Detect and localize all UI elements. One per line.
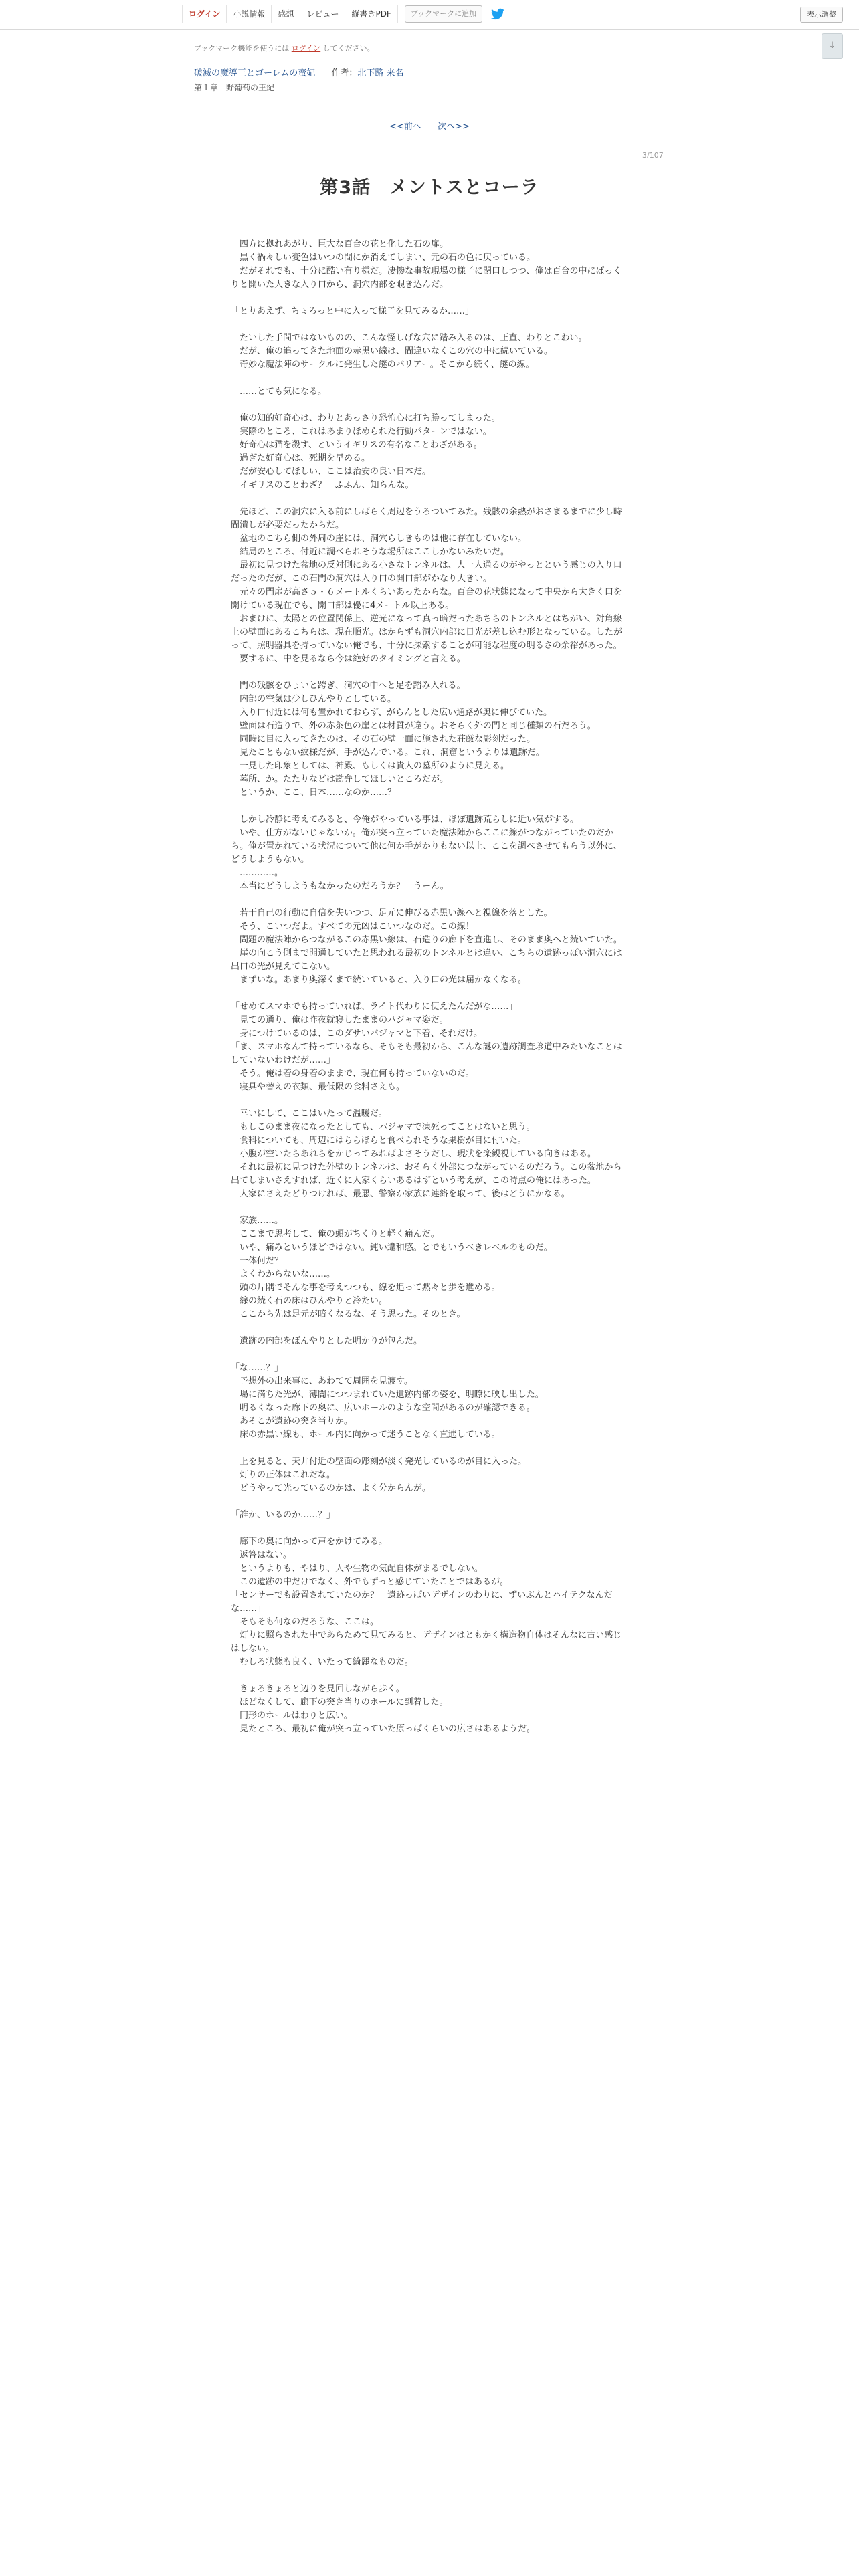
body-line: まずいな。あまり奥深くまで続いていると、入り口の光は届かなくなる。 — [231, 975, 527, 985]
body-line: 若干自己の行動に自信を失いつつ、足元に伸びる赤黒い線へと視線を落とした。 — [231, 908, 553, 918]
body-line: 廊下の奥に向かって声をかけてみる。 — [231, 1537, 388, 1547]
body-line: 灯りの正体はこれだな。 — [231, 1470, 336, 1480]
body-line: 最初に見つけた盆地の反対側にある小さなトンネルは、人一人通るのがやっとという感じの入り口だったのだが、この石門の洞穴は入り口の開口部がかなり大きい。 — [231, 560, 622, 584]
body-line: 実際のところ、これはあまりほめられた行動パターンではない。 — [231, 427, 492, 437]
body-line: 壁面は石造りで、外の赤茶色の崖とは材質が違う。おそらく外の門と同じ種類の石だろう。 — [231, 721, 596, 731]
blank-line — [231, 1495, 626, 1509]
notice-login-link[interactable]: ログイン — [291, 44, 321, 53]
body-line: たいした手間ではないものの、こんな怪しげな穴に踏み入るのは、正直、わりとこわい。 — [231, 333, 587, 343]
body-line: 見たこともない紋様だが、手が込んでいる。これ、洞窟というよりは遺跡だ。 — [231, 748, 545, 758]
blank-line — [231, 292, 626, 305]
body-line: 結局のところ、付近に調べられそうな場所はここしかないみたいだ。 — [231, 547, 510, 557]
body-line: というよりも、やはり、人や生物の気配自体がまるでしない。 — [231, 1564, 483, 1574]
body-line: ここから先は足元が暗くなるな、そう思った。そのとき。 — [231, 1309, 466, 1319]
body-line: だがそれでも、十分に酷い有り様だ。凄惨な事故現場の様子に閉口しつつ、俺は百合の中にぱっくりと開いた大きな入り口から、洞穴内部を覗き込んだ。 — [231, 266, 622, 290]
blank-line — [231, 1442, 626, 1455]
body-line: 「な……？」 — [231, 1363, 284, 1373]
header-nav — [182, 5, 505, 23]
vertical-pdf-link[interactable]: 縦書きPDF — [345, 5, 397, 23]
body-line: 人家にさえたどりつければ、最悪、警察か家族に連絡を取って、後はどうにかなる。 — [231, 1189, 570, 1199]
body-line: 家族……。 — [231, 1216, 284, 1226]
body-line: 四方に拠れあがり、巨大な百合の花と化した石の扉。 — [231, 239, 449, 249]
body-line: だが、俺の追ってきた地面の赤黒い線は、間違いなくこの穴の中に続いている。 — [231, 346, 553, 356]
body-line: もしこのまま夜になったとしても、パジャマで凍死ってことはないと思う。 — [231, 1122, 535, 1132]
episode-title: 第3話 メントスとコーラ — [320, 177, 539, 198]
review-link[interactable]: レビュー — [300, 5, 345, 23]
body-line: 入り口付近には何も置かれておらず、がらんとした広い通路が奥に伸びていた。 — [231, 708, 552, 718]
body-line: 頭の片隅でそんな事を考えつつも、線を追って黙々と歩を進める。 — [231, 1283, 500, 1293]
body-line: 寝具や替えの衣類、最低限の食料さえも。 — [231, 1082, 405, 1092]
body-line: 「誰か、いるのか……？」 — [231, 1510, 336, 1520]
body-line: 見たところ、最初に俺が突っ立っていた原っぱくらいの広さはあるようだ。 — [231, 1724, 536, 1734]
body-line: いや、痛みというほどではない。鈍い違和感。とでもいうべきレベルのものだ。 — [231, 1243, 553, 1253]
blank-line — [231, 1321, 626, 1335]
body-line: そう。俺は着の身着のままで、現在何も持っていないのだ。 — [231, 1069, 474, 1079]
body-line: 問題の魔法陣からつながるこの赤黒い線は、石造りの廊下を直進し、そのまま奥へと続いていた。 — [231, 935, 622, 945]
body-line: 明るくなった廊下の奥に、広いホールのような空間があるのが確認できる。 — [231, 1403, 535, 1413]
body-line: しかし冷静に考えてみると、今俺がやっている事は、ほぼ遺跡荒らしに近い気がする。 — [231, 815, 579, 825]
page-number: 3/107 — [642, 151, 664, 160]
twitter-icon[interactable] — [490, 7, 505, 21]
body-line: よくわからないな……。 — [231, 1269, 336, 1279]
notice-suffix: してください。 — [320, 44, 375, 53]
blank-line — [231, 800, 626, 813]
body-line: あそこが遺跡の突き当りか。 — [231, 1416, 353, 1426]
login-link[interactable]: ログイン — [182, 5, 227, 23]
body-line: 身につけているのは、このダサいパジャマと下着、それだけ。 — [231, 1029, 482, 1039]
body-line: 「とりあえず、ちょろっと中に入って様子を見てみるか……」 — [231, 306, 474, 316]
display-settings-button[interactable]: 表示調整 — [800, 7, 843, 23]
blank-line — [231, 1201, 626, 1214]
body-line: というか、ここ、日本……なのか……？ — [231, 788, 397, 798]
body-line: 黒く禍々しい変色はいつの間にか消えてしまい、元の石の色に戻っている。 — [231, 253, 536, 263]
body-line: 俺の知的好奇心は、わりとあっさり恐怖心に打ち勝ってしまった。 — [231, 413, 500, 423]
novel-body — [231, 238, 626, 1736]
blank-line — [231, 399, 626, 412]
body-line: 「センサーでも設置されていたのか？ 遺跡っぽいデザインのわりに、ずいぶんとハイテクなんだな……」 — [231, 1590, 613, 1614]
body-line: ここまで思考して、俺の頭がちくりと軽く痛んだ。 — [231, 1229, 440, 1239]
body-line: それに最初に見つけた外壁のトンネルは、おそらく外部につながっているのだろう。この盆地から出てしまいさえすれば、近くに人家くらいあるはずという考えが、この時点の俺にはあった。 — [231, 1162, 622, 1186]
blank-line — [231, 1522, 626, 1535]
body-line: 円形のホールはわりと広い。 — [231, 1711, 353, 1721]
bookmark-add-button[interactable]: ブックマークに追加 — [405, 5, 482, 23]
body-line: 上を見ると、天井付近の壁面の彫刻が淡く発光しているのが目に入った。 — [231, 1457, 527, 1467]
body-line: ……とても気になる。 — [231, 387, 327, 397]
body-line: 床の赤黒い線も、ホール内に向かって迷うことなく直進している。 — [231, 1430, 500, 1440]
body-line: 幸いにして、ここはいたって温暖だ。 — [231, 1109, 387, 1119]
blank-line — [231, 1348, 626, 1362]
blank-line — [231, 372, 626, 385]
chapter-title: 第１章 野葡萄の王紀 — [194, 83, 275, 92]
body-line: 奇妙な魔法陣のサークルに発生した謎のバリアー。そこから続く、謎の線。 — [231, 360, 535, 370]
body-line: 返答はない。 — [231, 1550, 292, 1560]
body-line: 好奇心は猫を殺す、というイギリスの有名なことわざがある。 — [231, 440, 482, 450]
blank-line — [231, 666, 626, 679]
body-line: 先ほど、この洞穴に入る前にしばらく周辺をうろついてみた。残骸の余熱がおさまるまでに少し時間潰しが必要だったからだ。 — [231, 507, 622, 530]
body-line: だが安心してほしい、ここは治安の良い日本だ。 — [231, 467, 432, 477]
body-line: 崖の向こう側まで開通していたと思われる最初のトンネルとは違い、こちらの遺跡っぽい洞穴には出口の光が見えてこない。 — [231, 948, 622, 972]
novel-info-link[interactable]: 小説情報 — [227, 5, 272, 23]
body-line: 場に満ちた光が、薄闇につつまれていた遺跡内部の姿を、明瞭に映し出した。 — [231, 1390, 544, 1400]
blank-line — [231, 492, 626, 506]
body-line: 「せめてスマホでも持っていれば、ライト代わりに使えたんだがな……」 — [231, 1002, 518, 1012]
body-line: 予想外の出来事に、あわてて周囲を見渡す。 — [231, 1376, 413, 1386]
body-line: 「ま、スマホなんて持っているなら、そもそも最初から、こんな謎の遺跡調査珍道中みたいなことはしていないわけだが……」 — [231, 1042, 622, 1065]
author-link[interactable]: 北下路 来名 — [357, 68, 404, 78]
body-line: 墓所、か。たたりなどは勘弁してほしいところだが。 — [231, 774, 449, 784]
blank-line — [231, 1094, 626, 1107]
body-line: イギリスのことわざ？ ふふん、知らんな。 — [231, 480, 414, 490]
body-line: どうやって光っているのかは、よく分からんが。 — [231, 1483, 432, 1493]
body-line: …………。 — [231, 868, 284, 878]
body-line: そもそも何なのだろうな、ここは。 — [231, 1617, 379, 1627]
pager — [0, 119, 859, 132]
body-line: 小腹が空いたらあれらをかじってみればよさそうだし、現状を楽観視している向きはある。 — [231, 1149, 597, 1159]
blank-line — [231, 318, 626, 332]
body-line: 遺跡の内部をぼんやりとした明かりが包んだ。 — [231, 1336, 423, 1346]
body-line: 過ぎた好奇心は、死期を早める。 — [231, 453, 371, 463]
author-label: 作者： — [331, 68, 358, 78]
body-line: 見ての通り、俺は昨夜就寝したままのパジャマ姿だ。 — [231, 1015, 448, 1025]
next-link[interactable]: 次へ>> — [438, 122, 470, 132]
login-notice — [194, 43, 375, 53]
body-line: 盆地のこちら側の外周の崖には、洞穴らしきものは他に存在していない。 — [231, 534, 527, 544]
body-line: 内部の空気は少しひんやりとしている。 — [231, 694, 397, 704]
body-line: 本当にどうしようもなかったのだろうか？ うーん。 — [231, 881, 449, 891]
notice-prefix: ブックマーク機能を使うには — [194, 44, 292, 53]
body-line: この遺跡の中だけでなく、外でもずっと感じていたことではあるが。 — [231, 1577, 508, 1587]
body-line: いや、仕方がないじゃないか。俺が突っ立っていた魔法陣からここに線がつながっていたのだから。俺が置かれている状況について他に何か手がかりもない以上、ここを調べさせてもらう以外に、どうしようもない。 — [231, 828, 622, 865]
body-line: 要するに、中を見るなら今は絶好のタイミングと言える。 — [231, 654, 466, 664]
series-title-link[interactable]: 破滅の魔導王とゴーレムの蛮妃 — [194, 68, 316, 78]
body-line: 一体何だ？ — [231, 1256, 284, 1266]
body-line: そう、こいつだよ。すべての元凶はこいつなのだ。この線！ — [231, 922, 474, 932]
body-line: ほどなくして、廊下の突き当りのホールに到着した。 — [231, 1697, 448, 1707]
body-line: 同時に目に入ってきたのは、その石の壁一面に施された荘厳な彫刻だった。 — [231, 734, 536, 744]
body-line: 線の続く石の床はひんやりと冷たい。 — [231, 1296, 388, 1306]
body-line: おまけに、太陽との位置関係上、逆光になって真っ暗だったあちらのトンネルとはちがい、対角線上の壁面にあるこちらは、現在順光。はからずも洞穴内部に日光が差し込む形となっている。したがって、照明器具を持っていない俺でも、十分に探索することが可能な程度の明るさの余裕があった。 — [231, 614, 623, 651]
top-bar — [0, 0, 859, 30]
body-line: 灯りに照らされた中であらためて見てみると、デザインはともかく構造物自体はそんなに古い感じはしない。 — [231, 1630, 622, 1654]
body-line: 一見した印象としては、神殿、もしくは貴人の墓所のように見える。 — [231, 761, 510, 771]
impressions-link[interactable]: 感想 — [272, 5, 300, 23]
body-line: 食料についても、周辺にはちらほらと食べられそうな果樹が目に付いた。 — [231, 1136, 527, 1146]
body-line: 元々の門扉が高さ５・６メートルくらいあったからな。百合の花状態になって中央から大きく口を開けている現在でも、開口部は優に4メートル以上ある。 — [231, 587, 622, 611]
blank-line — [231, 893, 626, 907]
body-line: きょろきょろと辺りを見回しながら歩く。 — [231, 1684, 405, 1694]
prev-link[interactable]: <<前へ — [389, 122, 421, 132]
body-line: むしろ状態も良く、いたって綺麗なものだ。 — [231, 1657, 413, 1667]
novel-meta — [194, 66, 404, 78]
blank-line — [231, 987, 626, 1000]
scroll-down-button[interactable]: ↓ — [822, 33, 843, 59]
blank-line — [231, 1669, 626, 1683]
body-line: 門の残骸をひょいと跨ぎ、洞穴の中へと足を踏み入れる。 — [231, 681, 466, 691]
